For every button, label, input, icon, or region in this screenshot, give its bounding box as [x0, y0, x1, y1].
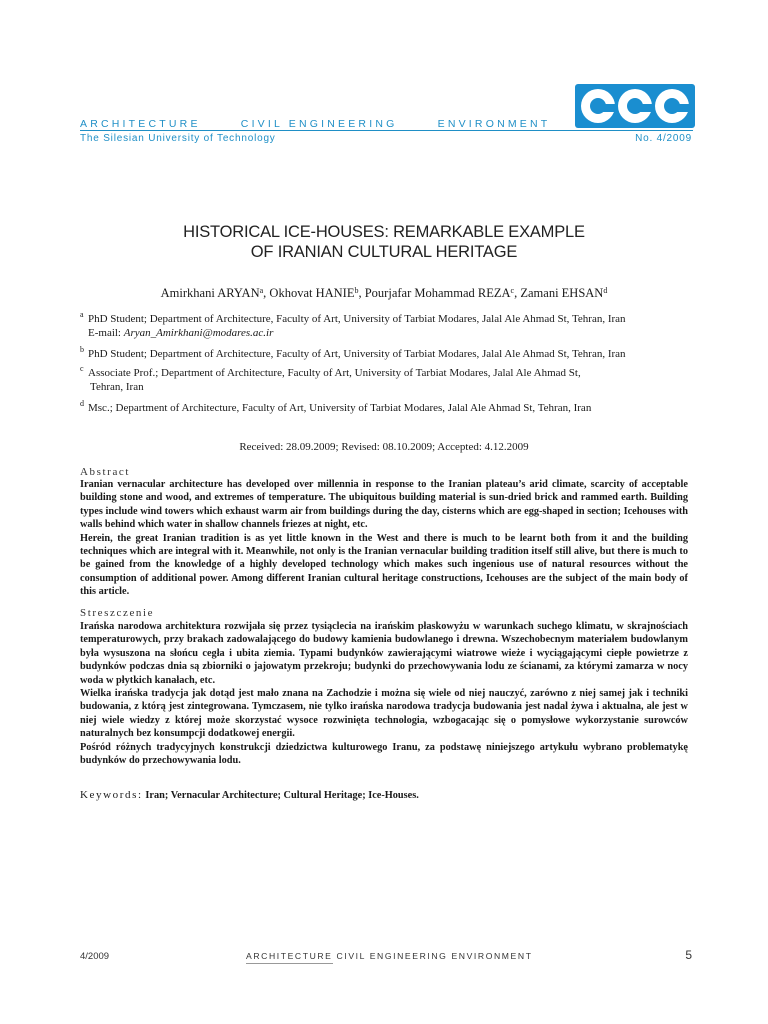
affiliation-text: PhD Student; Department of Architecture, Faculty of Art, University of Tarbiat Modares, Jalal Ale Ahmad St, Tehran, Iran — [88, 348, 626, 360]
footer-journal-b: CIVIL ENGINEERING ENVIRONMENT — [336, 951, 533, 961]
author-mark: d — [603, 286, 608, 295]
footer-journal-a: ARCHITECTURE — [246, 951, 333, 964]
streszczenie-paragraph: Irańska narodowa architektura rozwijała się przez tysiąclecia na irańskim płaskowyżu w warunkach suchego klimatu, w skrajnościach temperaturowych, przy brakach zadowalającego do budowy kamienia budowlanego i drewna. Wszechobecnym materiałem budowlanym była wysuszona na słońcu cegła i ubita ziemia. Typami budynków zawierającymi wiatrowe wieże i wyciągającymi ciepłe powietrze z budynków podczas dnia są zbiorniki o jajowatym przekroju; budynki do przechowywania lodu ze ścianami, za którymi zamarza w nocy woda w płytkich kanałach, etc. — [80, 621, 688, 686]
author-name: Amirkhani ARYAN — [160, 286, 260, 300]
affiliation-text: PhD Student; Department of Architecture, Faculty of Art, University of Tarbiat Modares, Jalal Ale Ahmad St, Tehran, Iran — [88, 313, 626, 325]
author-list: Amirkhani ARYAN$^a$, Okhovat HANIE$^b$, Pourjafar Mohammad REZA$^c$, Zamani EHSAN$^d$ — [160, 286, 608, 300]
author-name: Pourjafar Mohammad REZA — [364, 286, 511, 300]
paper-title — [100, 222, 668, 262]
journal-word: ENVIRONMENT — [437, 118, 551, 130]
header-rule — [80, 130, 693, 131]
ace-logo — [575, 84, 695, 128]
affiliation-text: Associate Prof.; Department of Architecture, Faculty of Art, University of Tarbiat Modares, Jalal Ale Ahmad St, — [88, 367, 581, 379]
title-line: OF IRANIAN CULTURAL HERITAGE — [250, 243, 518, 261]
footer-date: 4/2009 — [80, 951, 110, 962]
author-name: Okhovat HANIE — [269, 286, 355, 300]
streszczenie-paragraph: Pośród różnych tradycyjnych konstrukcji dziedzictwa kulturowego Iranu, za podstawę niniejszego artykułu wybrano problematykę budynków do przechowywania lodu. — [80, 741, 688, 767]
received-dates: Received: 28.09.2009; Revised: 08.10.2009; Accepted: 4.12.2009 — [239, 441, 529, 453]
affiliation-mark: b — [80, 345, 84, 354]
keywords-value: Iran; Vernacular Architecture; Cultural Heritage; Ice-Houses. — [145, 790, 419, 801]
email-address[interactable]: Aryan_Amirkhani@modares.ac.ir — [123, 327, 274, 339]
affiliation-mark: a — [80, 310, 84, 319]
author-mark: c — [510, 286, 515, 295]
university-name: The Silesian University of Technology — [80, 133, 276, 144]
streszczenie-heading: Streszczenie — [80, 607, 155, 619]
abstract-paragraph: Iranian vernacular architecture has developed over millennia in response to the Iranian plateau’s arid climate, scarcity of acceptable building stone and wood, and extremes of temperature. The ubiquitous building material is sun-dried brick and rammed earth. Building types include wind towers which exhaust warm air from buildings during the day, cisterns which are egg-shaped in section; Icehouses with walls behind which water in shallow channels friezes at night, etc. — [80, 479, 688, 531]
author-mark: a — [259, 286, 264, 295]
author-name: Zamani EHSAN — [520, 286, 604, 300]
affiliation-text-cont: Tehran, Iran — [90, 381, 144, 393]
abstract-paragraph: Herein, the great Iranian tradition is as yet little known in the West and there is much to be learnt both from it and the building techniques which are integral with it. Meanwhile, not only is the Iranian vernacular building tradition itself still alive, but there is much to be gained from the knowledge of a highly developed technology which makes such ingenious use of natural resources without the consumption of additional power. Among different Iranian cultural heritage constructions, Icehouses are the subject of the main body of this article. — [80, 532, 688, 598]
abstract-heading: Abstract — [80, 466, 131, 478]
streszczenie-body — [80, 620, 688, 767]
footer-journal — [246, 951, 533, 961]
issue-number: No. 4/2009 — [635, 133, 692, 144]
journal-word: CIVIL ENGINEERING — [240, 118, 398, 130]
streszczenie-paragraph: Wielka irańska tradycja jak dotąd jest mało znana na Zachodzie i można się wiele od niej nauczyć, zarówno z niej samej jak i techniki budowania, z którą jest zintegrowana. Tymczasem, nie tylko irańska narodowa tradycja budowania jest nadal żywa i aktualna, ale jest w niej wiele wiedzy z której może skorzystać wysoce rozwinięta technologia, wzbogacając się o pomysłowe wykorzystanie surowców naturalnych bez konsumpcji dodatkowej energii. — [80, 688, 688, 740]
affiliation-mark: d — [80, 399, 84, 408]
title-line: HISTORICAL ICE-HOUSES: REMARKABLE EXAMPLE — [183, 223, 585, 241]
page-number: 5 — [685, 948, 692, 962]
affiliation-text: Msc.; Department of Architecture, Faculty of Art, University of Tarbiat Modares, Jalal Ale Ahmad St, Tehran, Iran — [88, 402, 592, 414]
author-mark: b — [354, 286, 359, 295]
keywords-label: Keywords: — [80, 789, 143, 801]
keywords — [80, 789, 419, 801]
affiliation-mark: c — [80, 364, 84, 373]
email-label: E-mail: — [88, 327, 124, 339]
abstract-body — [80, 478, 688, 599]
journal-header — [80, 118, 584, 130]
journal-word: ARCHITECTURE — [80, 118, 201, 130]
